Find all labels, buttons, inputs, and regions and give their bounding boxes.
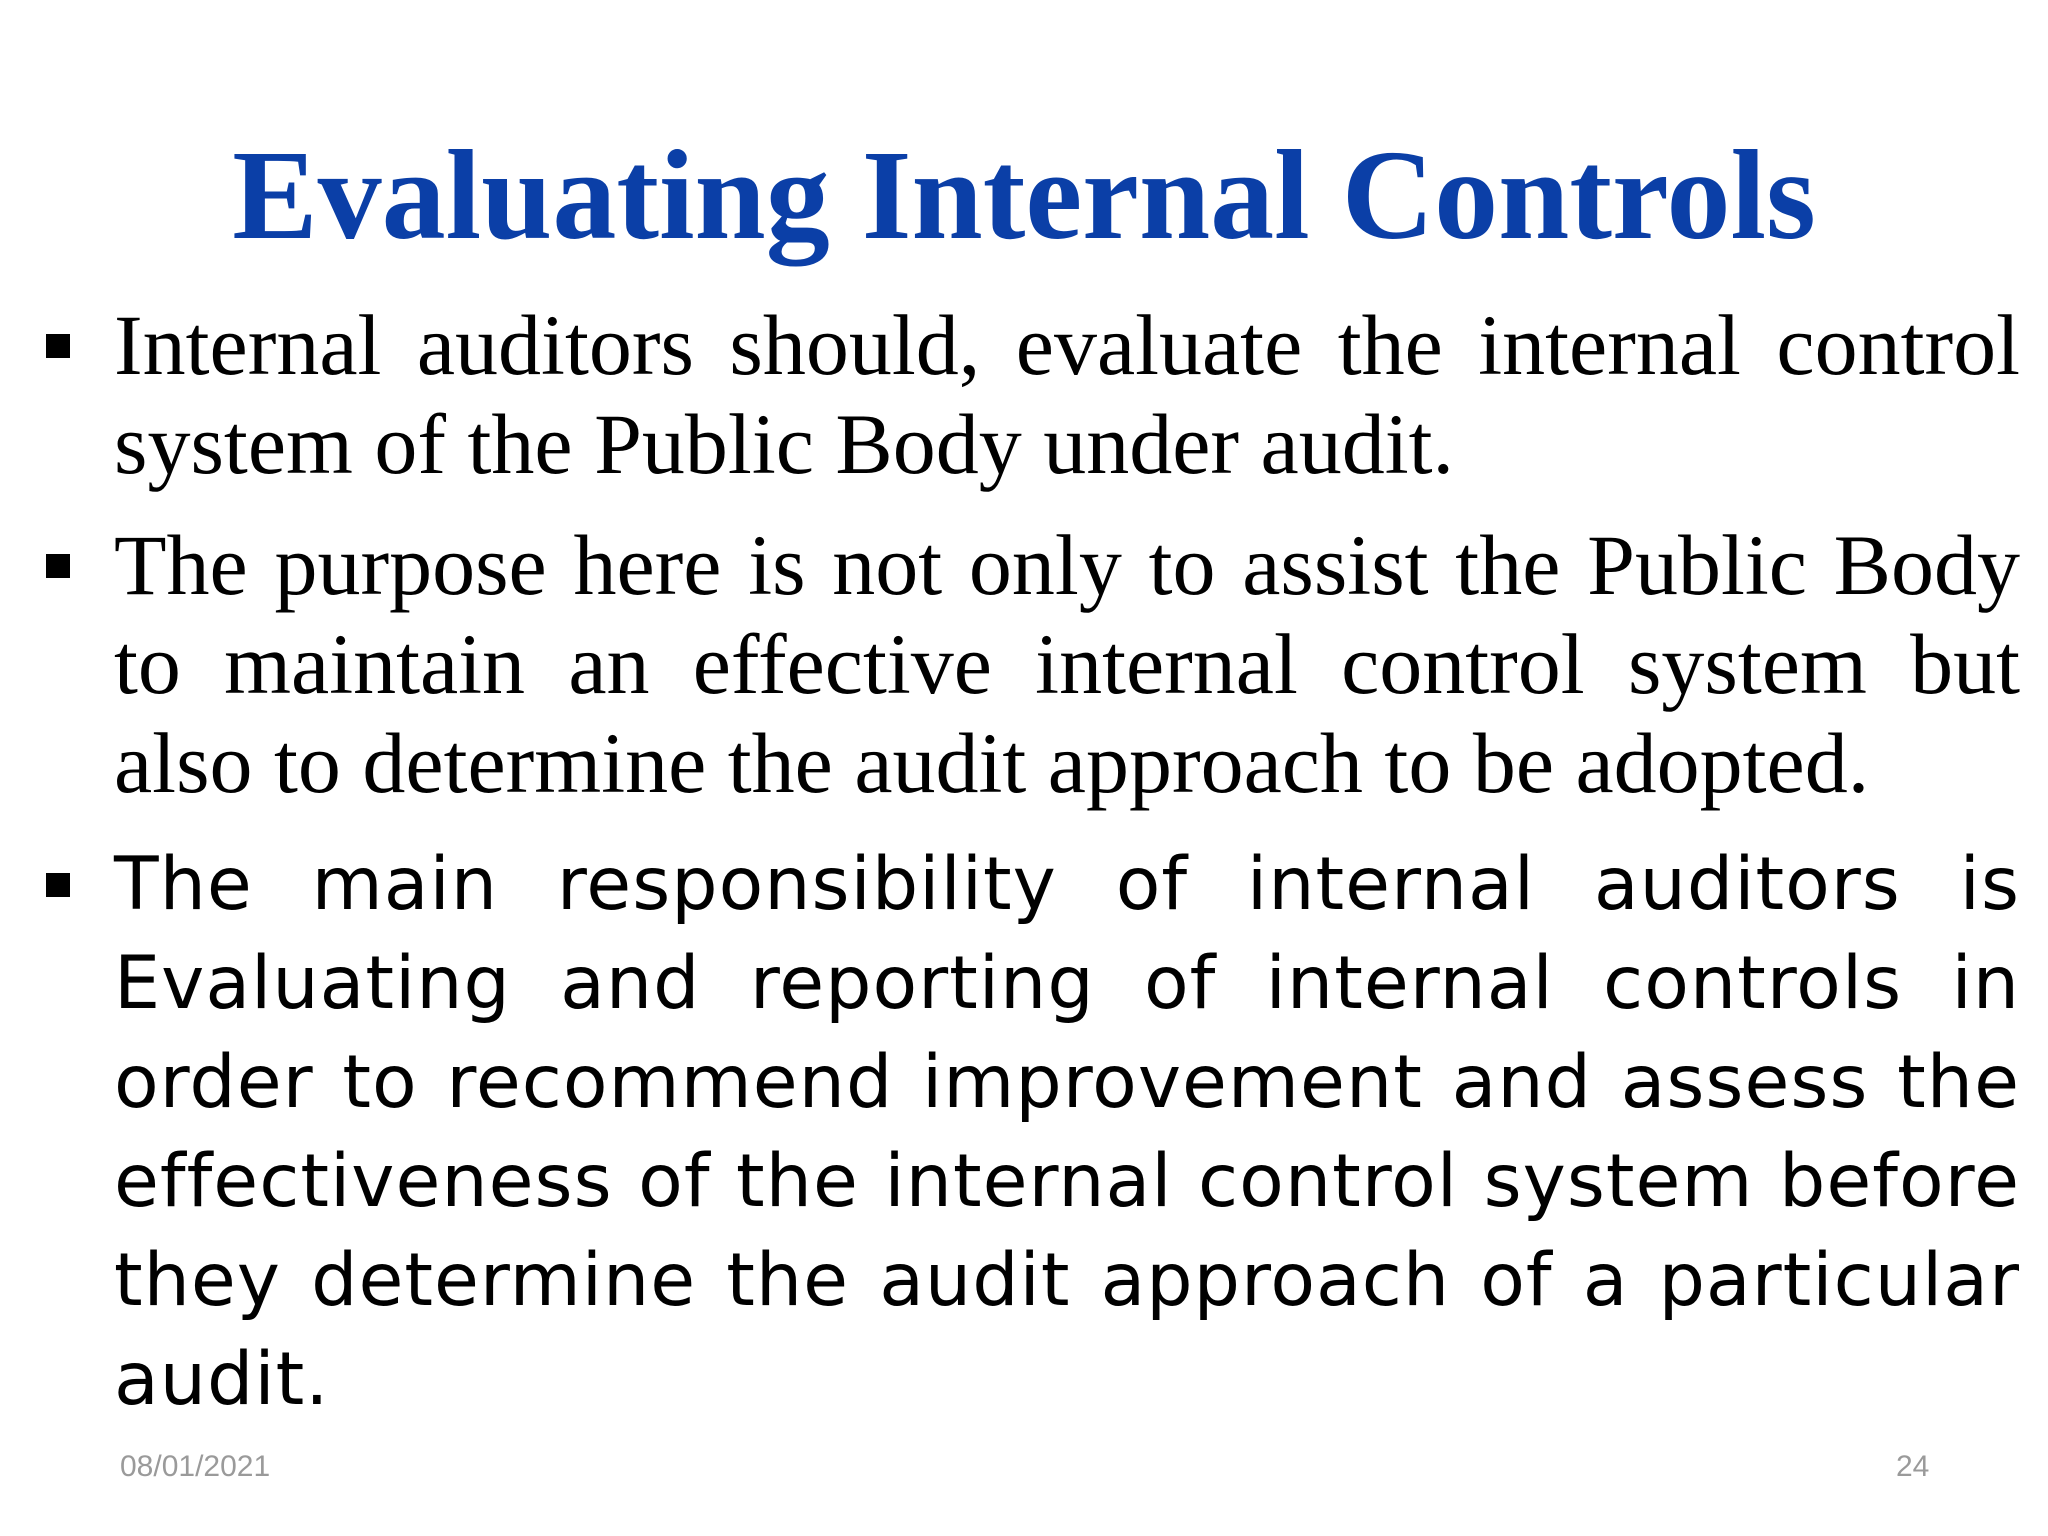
- square-bullet-icon: [46, 554, 70, 578]
- square-bullet-icon: [46, 873, 70, 897]
- bullet-item: [40, 296, 2020, 494]
- footer-date: 08/01/2021: [120, 1450, 271, 1483]
- bullet-list: [40, 296, 2020, 1429]
- bullet-text: The purpose here is not only to assist the Public Body to maintain an effective internal control system but also to determine the audit approach to be adopted.: [114, 517, 2020, 811]
- page-number: 24: [1896, 1450, 1930, 1483]
- bullet-item: [40, 835, 2020, 1429]
- bullet-item: [40, 516, 2020, 813]
- square-bullet-icon: [46, 334, 70, 358]
- slide-title: Evaluating Internal Controls: [232, 124, 1816, 266]
- bullet-text: The main responsibility of internal auditors is Evaluating and reporting of internal controls in order to recommend improvement and assess the effectiveness of the internal control system before they determine the audit approach of a particular audit.: [114, 842, 2020, 1422]
- bullet-text: Internal auditors should, evaluate the internal control system of the Public Body under audit.: [114, 297, 2020, 492]
